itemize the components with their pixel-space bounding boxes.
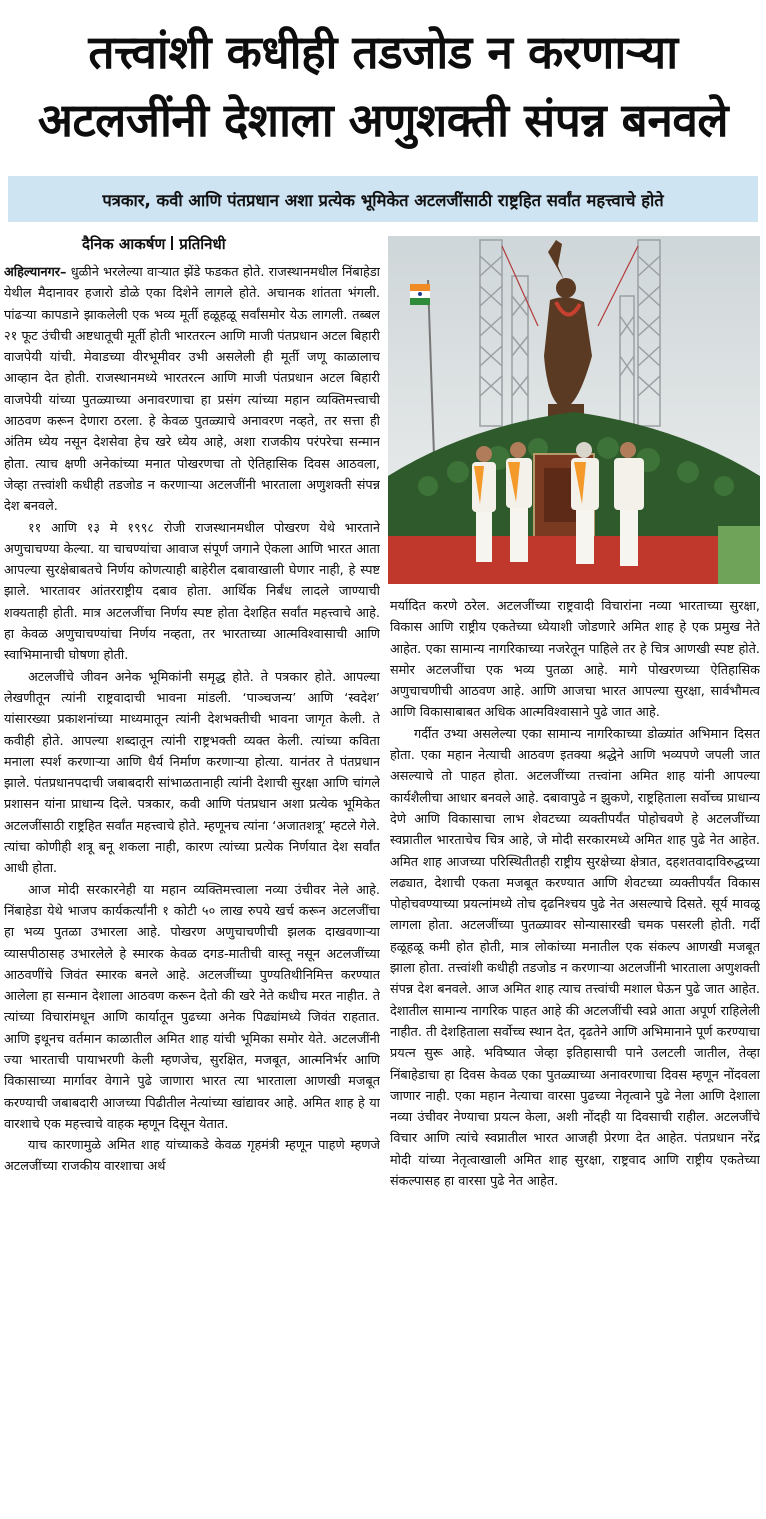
byline	[4, 232, 380, 256]
headline-line-1: तत्त्वांशी कधीही तडजोड न करणाऱ्या	[88, 25, 678, 79]
paragraph-2: ११ आणि १३ मे १९९८ रोजी राजस्थानमधील पोखरण येथे भारताने अणुचाचण्या केल्या. या चाचण्यांचा आवाज संपूर्ण जगाने ऐकला आणि भारत आता आपल्या सुरक्षेबाबतचे निर्णय कोणत्याही बाहेरील दबावाखाली घेणार नाही, हे स्पष्ट झाले. भारतावर आंतरराष्ट्रीय दबाव होता. आर्थिक निर्बंध लादले जाण्याची शक्यताही होती. मात्र अटलजींचा निर्णय स्पष्ट होता देशहित सर्वांत महत्त्वाचे आहे. हा केवळ अणुचाचण्यांचा निर्णय नव्हता, तर भारताच्या आत्मविश्वासाची आणि स्वाभिमानाची घोषणा होती.	[4, 520, 380, 664]
dateline: अहिल्यानगर–	[4, 265, 67, 280]
paragraph-6: मर्यादित करणे ठरेल. अटलजींच्या राष्ट्रवादी विचारांना नव्या भारताच्या सुरक्षा, विकास आणि राष्ट्रीय एकतेच्या ध्येयाशी जोडणारे अमित शाह हे एक प्रमुख नेते आहेत. एका सामान्य नागरिकाच्या नजरेतून पाहिले तर हे चित्र आणखी स्पष्ट होते. समोर अटलजींचा एक भव्य पुतळा आहे. मागे पोखरणच्या ऐतिहासिक अणुचाचणीची आठवण आहे. आणि आजचा भारत आपल्या सुरक्षा, सार्वभौमत्व आणि विकासाबाबत अधिक आत्मविश्वासाने पुढे जात आहे.	[390, 599, 760, 721]
subheadline-band	[8, 176, 758, 222]
paragraph-7: गर्दीत उभ्या असलेल्या एका सामान्य नागरिकाच्या डोळ्यांत अभिमान दिसत होता. एका महान नेत्याची आठवण इतक्या श्रद्धेने आणि भव्यपणे जपली जात असल्याचे तो पाहत होता. अटलजींच्या तत्त्वांना अमित शाह यांनी आपल्या कार्यशैलीचा आधार बनवले आहे. दबावापुढे न झुकणे, राष्ट्रहिताला सर्वोच्च प्राधान्य देणे आणि विकासाचा लाभ शेवटच्या व्यक्तीपर्यंत पोहोचवणे हे अटलजींच्या स्वप्नातील भारताचेच चित्र आहे, जे मोदी सरकारमध्ये अमित शाह पुढे नेत आहेत. अमित शाह आजच्या परिस्थितीतही राष्ट्रीय सुरक्षेच्या क्षेत्रात, दहशतवादाविरुद्धच्या लढ्यात, देशाची एकता मजबूत करण्यात आणि शेवटच्या व्यक्तीपर्यंत विकास पोहोचवण्याच्या प्रयत्नांमध्ये तोच दृढनिश्चय पुढे नेत असल्याचे दिसते. सूर्य मावळू लागला होता. अटलजींच्या पुतळ्यावर सोन्यासारखी चमक पसरली होती. गर्दी हळूहळू कमी होत होती, मात्र लोकांच्या मनातील एक संकल्प आणखी मजबूत झाला होता. तत्त्वांशी कधीही तडजोड न करणाऱ्या अटलजींनी भारताला अणुशक्ती संपन्न देश बनवले. आज अमित शाह त्याच तत्त्वांची मशाल घेऊन पुढे जात आहेत. देशातील सामान्य नागरिक पाहत आहे की अटलजींची स्वप्ने आता अपूर्ण राहिलेली नाहीत. ती देशहिताला सर्वोच्च स्थान देत, दृढतेने आणि अभिमानाने पूर्ण करण्याचा प्रयत्न सुरू आहे. भविष्यात जेव्हा इतिहासाची पाने उलटली जातील, तेव्हा निंबाहेडाचा हा दिवस केवळ एका पुतळ्याच्या अनावरणाचा दिवस म्हणून नोंदवला जाणार नाही. एका महान नेत्याचा वारसा पुढच्या नेतृत्वाने पुढे नेला आणि देशाला नव्या उंचीवर नेण्याचा प्रयत्न केला, अशी नोंदही या दिवसाची राहील. अटलजींचे विचार आणि त्यांचे स्वप्नातील भारत आजही प्रेरणा देत आहेत. पंतप्रधान नरेंद्र मोदी यांच्या नेतृत्वाखाली अमित शाह सुरक्षा, राष्ट्रवाद आणि राष्ट्रीय एकतेच्या संकल्पासह हा वारसा पुढे नेत आहेत.	[390, 726, 760, 1190]
headline-line-2: अटलजींनी देशाला अणुशक्ती संपन्न बनवले	[37, 93, 729, 147]
article-column-left	[4, 232, 380, 1512]
paragraph-3: अटलजींचे जीवन अनेक भूमिकांनी समृद्ध होते. ते पत्रकार होते. आपल्या लेखणीतून त्यांनी राष्ट्रवादाची भावना मांडली. ‘पाञ्चजन्य’ आणि ‘स्वदेश’ यांसारख्या प्रकाशनांच्या माध्यमातून त्यांनी देशभक्तीची भावना जागृत केली. ते कवीही होते. आपल्या शब्दातून त्यांनी राष्ट्रभक्ती व्यक्त केली. त्यांच्या कविता मनाला स्पर्श करणाऱ्या आणि धैर्य निर्माण करणाऱ्या होत्या. यानंतर ते पंतप्रधान झाले. पंतप्रधानपदाची जबाबदारी सांभाळतानाही त्यांनी देशाची सुरक्षा आणि चांगले प्रशासन यांना प्राधान्य दिले. पत्रकार, कवी आणि पंतप्रधान अशा प्रत्येक भूमिकेत अटलजींसाठी राष्ट्रहित सर्वांत महत्त्वाचे होते. म्हणूनच त्यांना ‘अजातशत्रू’ म्हटले गेले. त्यांचा कोणीही शत्रू बनू शकला नाही, कारण त्यांच्या प्रत्येक निर्णयात देश सर्वांत आधी होता.	[4, 669, 380, 877]
paragraph-4: आज मोदी सरकारनेही या महान व्यक्तिमत्त्वाला नव्या उंचीवर नेले आहे. निंबाहेडा येथे भाजप कार्यकर्त्यांनी १ कोटी ५० लाख रुपये खर्च करून अटलजींचा हा भव्य पुतळा उभारला आहे. पोखरण अणुचाचणीची झलक दाखवणाऱ्या व्यासपीठासह उभारलेले हे स्मारक केवळ दगड-मातीची वास्तू नसून अटलजींच्या आठवणींचे जिवंत स्मारक बनले आहे. अटलजींच्या पुण्यतिथीनिमित्त करण्यात आलेला हा सन्मान देशाला आठवण करून देतो की खरे नेते कधीच मरत नाहीत. ते त्यांच्या विचारांमधून आणि कार्यातून पुढच्या अनेक पिढ्यांमध्ये जिवंत राहतात. आणि इथूनच वर्तमान काळातील अमित शाह यांची भूमिका समोर येते. अटलजींनी ज्या भारताची पायाभरणी केली म्हणजेच, सुरक्षित, मजबूत, आत्मनिर्भर आणि विकासाच्या मार्गावर वेगाने पुढे जाणारा भारत त्या भारताला आणखी मजबूत करण्याची जबाबदारी आजच्या पिढीतील नेत्यांच्या खांद्यावर आहे. अमित शाह हे या वारशाचे एक महत्त्वाचे वाहक म्हणून दिसून येतात.	[4, 882, 380, 1132]
subheadline: पत्रकार, कवी आणि पंतप्रधान अशा प्रत्येक भूमिकेत अटलजींसाठी राष्ट्रहित सर्वांत महत्त्वाचे होते	[102, 190, 664, 210]
red-carpet	[388, 536, 760, 584]
paragraph-1	[4, 262, 380, 518]
paragraph-5: याच कारणामुळे अमित शाह यांच्याकडे केवळ गृहमंत्री म्हणून पाहणे म्हणजे अटलजींच्या राजकीय वारशाचा अर्थ	[4, 1138, 380, 1175]
byline-author: प्रतिनिधी	[179, 235, 226, 253]
article-photo	[388, 236, 760, 584]
statue-unveiling-photo	[388, 236, 760, 584]
byline-source: दैनिक आकर्षण	[82, 235, 166, 253]
article-column-right	[390, 596, 760, 1512]
byline-separator	[171, 236, 173, 250]
article-headline	[0, 18, 766, 154]
paragraph-1-text: धुळीने भरलेल्या वाऱ्यात झेंडे फडकत होते. राजस्थानमधील निंबाहेडा येथील मैदानावर हजारो डोळे एका दिशेने लागले होते. अचानक शांतता भंगली. पांढऱ्या कापडाने झाकलेली एक भव्य मूर्ती हळूहळू सर्वांसमोर येऊ लागली. तब्बल २१ फूट उंचीची अष्टधातूची मूर्ती होती भारतरत्न आणि माजी पंतप्रधान अटल बिहारी वाजपेयी यांची. मेवाडच्या वीरभूमीवर उभी असलेली ही मूर्ती जणू काळालाच आव्हान देत होती. राजस्थानमध्ये भारतरत्न आणि माजी पंतप्रधान अटल बिहारी वाजपेयी यांच्या पुतळ्याच्या अनावरणाचा हा प्रसंग त्यांच्या महान व्यक्तिमत्त्वाची आठवण करून देणारा ठरला. हे केवळ पुतळ्याचे अनावरण नव्हते, तर सत्ता ही अंतिम ध्येय नसून देशसेवा हेच खरे ध्येय आहे, अशा राजकीय परंपरेचा सन्मान होता. त्याच क्षणी अनेकांच्या मनात पोखरणचा तो ऐतिहासिक दिवस आठवला, जेव्हा तत्त्वांशी कधीही तडजोड न करणाऱ्या अटलजींनी भारताला अणुशक्ती संपन्न देश बनवले.	[4, 265, 380, 515]
